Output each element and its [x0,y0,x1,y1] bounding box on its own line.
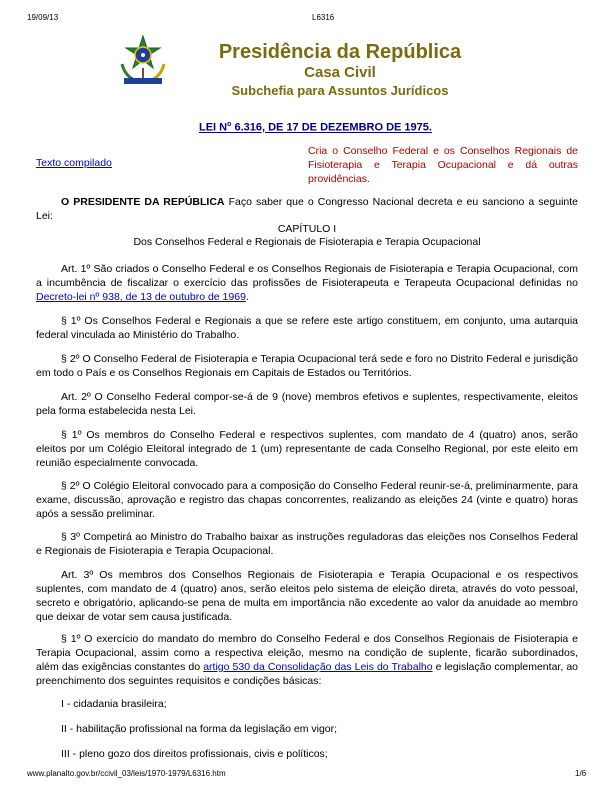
list-item [36,722,578,736]
art-2-par-3 [36,530,578,558]
art-1-end: . [245,291,249,303]
art-2-par-2-text: § 2º O Colégio Eleitoral convocado para a composição do Conselho Federal reunir-se-á, preliminarmente, para exame, discussão, aprovação e registro das chapas concorrentes, realizando as eleições 24 (vinte e quatro) horas após a sessão preliminar. [36,480,578,520]
art-3-par-1 [36,632,578,688]
art-1-text: Art. 1º São criados o Conselho Federal e os Conselhos Regionais de Fisioterapia e Terapia Ocupacional, com a incumbência de fiscalizar o exercício das profissões de Fisioterapeuta e Terapeuta Ocupacional definidas no [36,263,578,289]
decree-938-link[interactable]: Decreto-lei nº 938, de 13 de outubro de 1969 [36,291,246,303]
law-summary: Cria o Conselho Federal e os Conselhos Regionais de Fisioterapia e Terapia Ocupacional e dá outras providências. [308,145,578,185]
art-1-par-1 [36,314,578,342]
list-item [36,747,578,761]
art-1-par-2-text: § 2º O Conselho Federal de Fisioterapia e Terapia Ocupacional terá sede e foro no Distrito Federal e jurisdição em todo o País e os Conselhos Regionais em Capitais de Estados ou Territórios. [36,353,578,379]
list-item-text: II - habilitação profissional na forma da legislação em vigor; [61,723,338,735]
chapter-label: CAPÍTULO I [277,223,337,235]
law-title-prefix: LEI N [199,121,228,134]
page-number: 1/6 [575,769,587,778]
art-3 [36,568,578,624]
print-url: www.planalto.gov.br/ccivil_03/leis/1970-1979/L6316.htm [27,769,226,778]
page-subtitle-2: Subchefia para Assuntos Jurídicos [231,83,449,98]
compiled-text-link[interactable]: Texto compilado [36,157,112,169]
art-2-par-1 [36,428,578,470]
print-date: 19/09/13 [27,13,59,22]
art-2-par-3-text: § 3º Competirá ao Ministro do Trabalho baixar as instruções reguladoras das eleições nos Conselhos Federal e Regionais de Fisioterapia e Terapia Ocupacional. [36,531,578,557]
art-1 [36,262,578,304]
law-title-ordinal: o [227,121,232,128]
page-title: Presidência da República [218,41,462,63]
law-title-link[interactable] [199,121,432,134]
list-item-text: I - cidadania brasileira; [61,698,167,710]
art-3-text: Art. 3º Os membros dos Conselhos Regionais de Fisioterapia e Terapia Ocupacional e os respectivos suplentes, com mandato de 4 (quatro) anos, serão eleitos pelo sistema de eleição direta, através do voto pessoal, secreto e obrigatório, aplicando-se pena de multa em importância não excedente ao valor da anuidade ao membro que deixar de votar sem causa justificada. [36,569,578,623]
art-2-text: Art. 2º O Conselho Federal compor-se-á de 9 (nove) membros efetivos e suplentes, respectivamente, eleitos pela forma estabelecida nesta Lei. [36,391,578,417]
art-3-par-1-end: e legislação complementar, ao preenchimento dos seguintes requisitos e condições básicas: [36,661,579,687]
art-2-par-2 [36,479,578,521]
print-doc-code: L6316 [312,13,335,22]
clt-art-530-link[interactable]: artigo 530 da Consolidação das Leis do Trabalho [203,661,433,673]
brazil-coat-of-arms-icon [118,34,168,88]
art-1-par-1-text: § 1º Os Conselhos Federal e Regionais a que se refere este artigo constituem, em conjunto, uma autarquia federal vinculada ao Ministério do Trabalho. [36,315,578,341]
intro-bold: O PRESIDENTE DA REPÚBLICA [61,196,225,208]
law-title-rest: 6.316, DE 17 DE DEZEMBRO DE 1975. [231,121,432,134]
intro-paragraph [36,195,578,223]
list-item [36,697,578,711]
art-2-par-1-text: § 1º Os membros do Conselho Federal e respectivos suplentes, com mandato de 4 (quatro) anos, serão eleitos por um Colégio Eleitoral integrado de 1 (um) representante de cada Conselho Regional, por este eleito em reunião especialmente convocada. [36,429,578,469]
art-1-par-2 [36,352,578,380]
art-2 [36,390,578,418]
chapter-title: Dos Conselhos Federal e Regionais de Fisioterapia e Terapia Ocupacional [133,236,481,248]
art-3-par-1-text: § 1º O exercício do mandato do membro do Conselho Federal e dos Conselhos Regionais de Fisioterapia e Terapia Ocupacional, assim como a respectiva eleição, mesmo na condição de suplente, ficarão subordinados, além das exigências constantes do [36,633,578,673]
intro-text: Faço saber que o Congresso Nacional decreta e eu sanciono a seguinte Lei: [36,196,579,222]
list-item-text: III - pleno gozo dos direitos profissionais, civis e políticos; [61,748,328,760]
page-subtitle: Casa Civil [304,64,376,81]
